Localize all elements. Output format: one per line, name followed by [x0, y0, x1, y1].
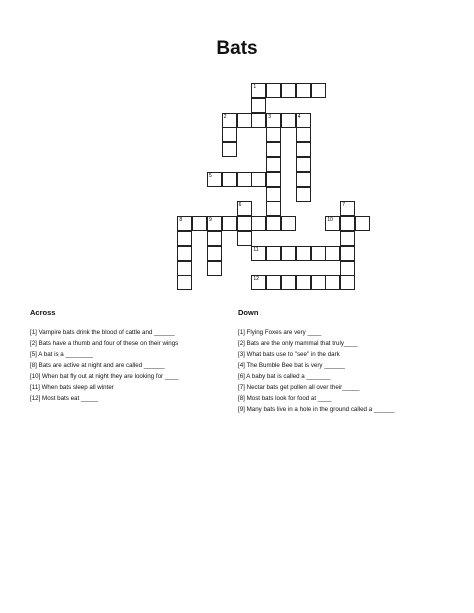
across-clue: [30, 349, 240, 360]
grid-cell[interactable]: [222, 127, 237, 142]
grid-cell[interactable]: [237, 172, 252, 187]
clue-num: [1]: [238, 329, 245, 336]
clue-num: [8]: [30, 362, 37, 369]
grid-cell[interactable]: [296, 187, 311, 202]
clue-num: [11]: [30, 384, 40, 391]
clue-number: 6: [238, 202, 242, 209]
grid-cell[interactable]: [192, 216, 207, 231]
grid-cell[interactable]: [296, 142, 311, 157]
grid-cell[interactable]: [311, 83, 326, 98]
grid-cell[interactable]: [222, 142, 237, 157]
clue-text: When bats sleep all winter: [39, 384, 114, 391]
grid-cell[interactable]: [266, 216, 281, 231]
clue-num: [2]: [30, 340, 37, 347]
down-clue: [238, 404, 448, 415]
clue-number: 1: [253, 84, 257, 90]
grid-cell[interactable]: [325, 275, 340, 290]
down-clue: [238, 360, 448, 371]
grid-cell[interactable]: [251, 216, 266, 231]
grid-cell[interactable]: [266, 83, 281, 98]
clue-text: Bats are active at night and are called ______: [36, 362, 165, 369]
grid-cell[interactable]: [222, 172, 237, 187]
down-clue: [238, 382, 448, 393]
grid-cell[interactable]: [251, 113, 266, 128]
clue-number: 7: [342, 202, 345, 209]
clue-num: [3]: [238, 351, 245, 358]
clue-number: 5: [209, 172, 212, 179]
grid-cell[interactable]: [281, 216, 296, 231]
clue-text: Bats have a thumb and four of these on their wings: [36, 340, 179, 347]
grid-cell[interactable]: [237, 231, 252, 246]
grid-cell[interactable]: [311, 246, 326, 261]
clue-text: Flying Foxes are very ____: [244, 329, 322, 336]
grid-cell[interactable]: [296, 113, 311, 128]
clue-text: What bats use to "see" in the dark: [244, 351, 340, 358]
across-clue: [30, 382, 240, 393]
across-heading: Across: [30, 308, 56, 317]
clue-num: [1]: [30, 329, 37, 336]
grid-cell[interactable]: [207, 172, 222, 187]
clue-number: 2: [223, 113, 227, 120]
grid-cell[interactable]: [296, 172, 311, 187]
clue-num: [2]: [238, 340, 245, 347]
clue-text: The Bumble Bee bat is very ______: [244, 362, 345, 369]
across-clue: [30, 327, 240, 338]
clue-text: Most bats eat _____: [40, 395, 99, 402]
grid-cell[interactable]: [266, 127, 281, 142]
grid-cell[interactable]: [177, 261, 192, 276]
clue-text: A bat is a ________: [36, 351, 93, 358]
clue-text: A baby bat is called a _______: [244, 373, 331, 380]
grid-cell[interactable]: [207, 246, 222, 261]
grid-cell[interactable]: [222, 216, 237, 231]
grid-cell[interactable]: [296, 275, 311, 290]
grid-cell[interactable]: [296, 127, 311, 142]
grid-cell[interactable]: [296, 157, 311, 172]
grid-cell[interactable]: [237, 113, 252, 128]
clue-number: 8: [179, 217, 183, 224]
down-clue-list: [238, 327, 448, 415]
clue-num: [4]: [238, 362, 245, 369]
grid-cell[interactable]: [251, 172, 266, 187]
down-clues: [238, 308, 448, 415]
crossword-grid: [0, 0, 474, 300]
across-clue: [30, 338, 240, 349]
grid-cell[interactable]: [266, 172, 281, 187]
grid-cell[interactable]: [266, 187, 281, 202]
down-clue: [238, 371, 448, 382]
grid-cell[interactable]: [325, 216, 340, 231]
grid-cell[interactable]: [340, 201, 355, 216]
clue-number: 9: [209, 217, 212, 224]
clue-text: Vampire bats drink the blood of cattle and ______: [36, 329, 175, 336]
grid-cell[interactable]: [177, 275, 192, 290]
grid-cell[interactable]: [207, 261, 222, 276]
clue-text: Many bats live in a hole in the ground called a ______: [244, 406, 395, 413]
grid-cell[interactable]: [340, 275, 355, 290]
grid-cell[interactable]: [340, 246, 355, 261]
grid-cell[interactable]: [266, 113, 281, 128]
clue-num: [12]: [30, 395, 41, 402]
grid-cell[interactable]: [281, 246, 296, 261]
grid-cell[interactable]: [207, 216, 222, 231]
grid-cell[interactable]: [177, 246, 192, 261]
page-title: Bats: [216, 38, 258, 59]
clue-number: 4: [297, 113, 301, 120]
down-clue: [238, 327, 448, 338]
across-clue-list: [30, 327, 240, 404]
grid-cell[interactable]: [266, 246, 281, 261]
clue-num: [6]: [238, 373, 245, 380]
clue-number: 12: [253, 276, 259, 283]
grid-cell[interactable]: [325, 246, 340, 261]
clue-num: [5]: [30, 351, 37, 358]
grid-cell[interactable]: [340, 216, 355, 231]
grid-cell[interactable]: [281, 113, 296, 128]
grid-cell[interactable]: [281, 275, 296, 290]
clue-text: Nectar bats get pollen all over their_____: [244, 384, 360, 391]
grid-cell[interactable]: [177, 231, 192, 246]
clue-text: When bat fly out at night they are looking for ____: [40, 373, 179, 380]
clue-num: [10]: [30, 373, 41, 380]
grid-cell[interactable]: [281, 83, 296, 98]
clue-num: [7]: [238, 384, 245, 391]
grid-cell[interactable]: [340, 261, 355, 276]
grid-cell[interactable]: [251, 98, 266, 113]
clue-number: 11: [253, 246, 259, 253]
grid-cell[interactable]: [222, 113, 237, 128]
grid-cell[interactable]: [237, 201, 252, 216]
across-clues: [30, 308, 240, 404]
down-clue: [238, 393, 448, 404]
grid-cell[interactable]: [177, 216, 192, 231]
grid-cell[interactable]: [237, 216, 252, 231]
across-clue: [30, 393, 240, 404]
clue-number: 10: [327, 217, 333, 224]
clue-text: Bats are the only mammal that truly____: [244, 340, 358, 347]
grid-cell[interactable]: [251, 246, 266, 261]
grid-cell[interactable]: [355, 216, 370, 231]
grid-cell[interactable]: [340, 231, 355, 246]
clue-num: [8]: [238, 395, 245, 402]
down-clue: [238, 349, 448, 360]
grid-cell[interactable]: [266, 201, 281, 216]
grid-cell[interactable]: [207, 231, 222, 246]
grid-cell[interactable]: [251, 83, 266, 98]
grid-cell[interactable]: [251, 275, 266, 290]
across-clue: [30, 360, 240, 371]
grid-cell[interactable]: [311, 275, 326, 290]
clue-number: 3: [268, 113, 271, 120]
clue-num: [9]: [238, 406, 245, 413]
clue-text: Most bats look for food at ____: [244, 395, 332, 402]
grid-cell[interactable]: [266, 275, 281, 290]
grid-cell[interactable]: [296, 246, 311, 261]
down-clue: [238, 338, 448, 349]
grid-cell[interactable]: [266, 157, 281, 172]
grid-cell[interactable]: [266, 142, 281, 157]
grid-cell[interactable]: [296, 83, 311, 98]
across-clue: [30, 371, 240, 382]
down-heading: Down: [238, 308, 259, 317]
